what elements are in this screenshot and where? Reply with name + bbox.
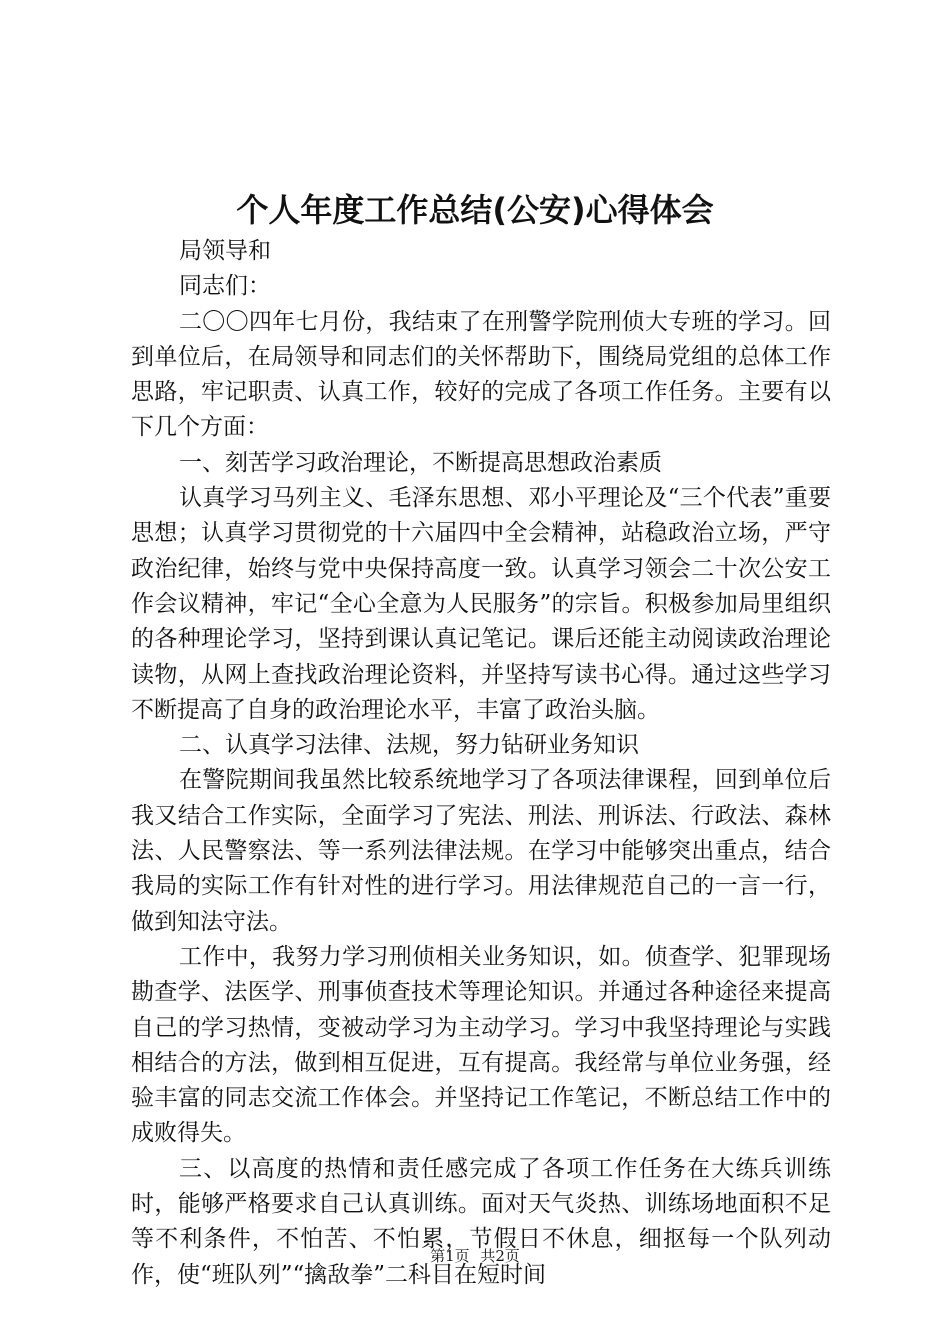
- page-footer: [0, 1244, 950, 1268]
- salutation-line-1: 局领导和: [179, 238, 271, 264]
- intro-paragraph: 二〇〇四年七月份，我结束了在刑警学院刑侦大专班的学习。回到单位后，在局领导和同志们的关怀帮助下，围绕局党组的总体工作思路，牢记职责、认真工作，较好的完成了各项工作任务。主要有以下几个方面：: [131, 308, 831, 441]
- section-1-paragraph: 认真学习马列主义、毛泽东思想、邓小平理论及“三个代表”重要思想；认真学习贯彻党的十六届四中全会精神，站稳政治立场，严守政治纪律，始终与党中央保持高度一致。认真学习领会二十次公安工作会议精神，牢记“全心全意为人民服务”的宗旨。积极参加局里组织的各种理论学习，坚持到课认真记笔记。课后还能主动阅读政治理论读物，从网上查找政治理论资料，并坚持写读书心得。通过这些学习不断提高了自身的政治理论水平，丰富了政治头脑。: [131, 485, 831, 723]
- section-2-paragraph-2: 工作中，我努力学习刑侦相关业务知识，如。侦查学、犯罪现场勘查学、法医学、刑事侦查技术等理论知识。并通过各种途径来提高自己的学习热情，变被动学习为主动学习。学习中我坚持理论与实践相结合的方法，做到相互促进，互有提高。我经常与单位业务强，经验丰富的同志交流工作体会。并坚持记工作笔记，不断总结工作中的成败得失。: [131, 943, 831, 1147]
- salutation-line-2: 同志们：: [179, 273, 271, 300]
- page-total: 共2页: [480, 1247, 520, 1265]
- section-heading-2: 二、认真学习法律、法规，努力钻研业务知识: [179, 732, 639, 759]
- section-heading-1: 一、刻苦学习政治理论，不断提高思想政治素质: [179, 449, 662, 476]
- page-number: 第1页: [430, 1247, 470, 1265]
- document-body: [131, 234, 831, 1293]
- section-2-paragraph-1: 在警院期间我虽然比较系统地学习了各项法律课程，回到单位后我又结合工作实际，全面学习了宪法、刑法、刑诉法、行政法、森林法、人民警察法、等一系列法律法规。在学习中能够突出重点，结合我局的实际工作有针对性的进行学习。用法律规范自己的一言一行，做到知法守法。: [131, 767, 831, 935]
- document-title: 个人年度工作总结(公安)心得体会: [236, 191, 714, 229]
- section-3-paragraph: 三、以高度的热情和责任感完成了各项工作任务在大练兵训练时，能够严格要求自己认真训练。面对天气炎热、训练场地面积不足等不利条件，不怕苦、不怕累，节假日不休息，细抠每一个队列动作，使“班队列”“擒敌拳”二科目在短时间: [131, 1155, 831, 1288]
